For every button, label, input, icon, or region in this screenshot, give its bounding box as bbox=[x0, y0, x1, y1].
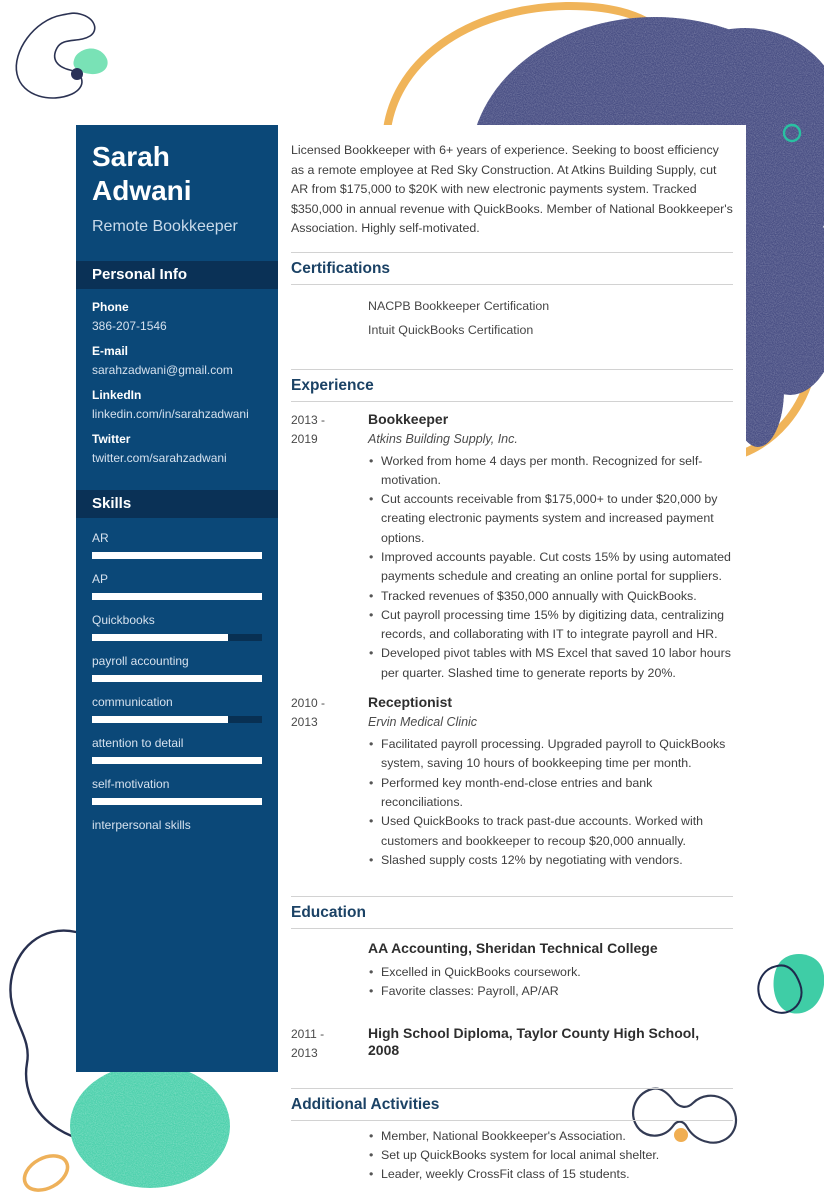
bullet-item: • Used QuickBooks to track past-due accounts. Worked with customers and bookkeeper to recoup $20,000 annually. bbox=[368, 812, 733, 851]
bullet-item: • Worked from home 4 days per month. Recognized for self-motivation. bbox=[368, 452, 733, 491]
skill-bar bbox=[92, 716, 262, 723]
contact-label: Phone bbox=[92, 300, 129, 314]
bullet-item: • Cut payroll processing time 15% by digitizing data, centralizing records, and collaborating with IT to integrate payroll and HR. bbox=[368, 606, 733, 645]
experience-entry-bookkeeper bbox=[291, 411, 733, 684]
personal-info-heading: Personal Info bbox=[76, 261, 278, 289]
bullet-item: • Improved accounts payable. Cut costs 15% by using automated payments schedule and creating an online portal for suppliers. bbox=[368, 548, 733, 587]
education-title: AA Accounting, Sheridan Technical College bbox=[368, 940, 658, 957]
section-heading-experience: Experience bbox=[291, 369, 733, 402]
job-company: Atkins Building Supply, Inc. bbox=[368, 431, 518, 446]
contact-email bbox=[92, 344, 262, 377]
section-heading-activities: Additional Activities bbox=[291, 1088, 733, 1121]
activities-list bbox=[368, 1127, 733, 1199]
candidate-first-name: Sarah bbox=[92, 141, 170, 172]
skill-item bbox=[92, 695, 262, 723]
skill-label: attention to detail bbox=[92, 736, 184, 750]
skill-label: self-motivation bbox=[92, 777, 170, 791]
bullet-item: • Favorite classes: Payroll, AP/AR bbox=[368, 982, 733, 1001]
contact-value: linkedin.com/in/sarahzadwani bbox=[92, 407, 249, 421]
contact-phone bbox=[92, 300, 262, 333]
skill-bar bbox=[92, 634, 262, 641]
job-company: Ervin Medical Clinic bbox=[368, 715, 478, 730]
skill-item bbox=[92, 736, 262, 764]
job-body bbox=[368, 411, 733, 684]
skill-item bbox=[92, 572, 262, 600]
experience-entry-receptionist bbox=[291, 694, 733, 870]
skill-bar bbox=[92, 675, 262, 682]
contact-label: LinkedIn bbox=[92, 388, 142, 402]
summary-paragraph: Licensed Bookkeeper with 6+ years of experience. Seeking to boost efficiency as a remote employee at Red Sky Construction. At Atkins Building Supply, cut AR from $175,000 to $20K with new electronic payments system. Tracked $350,000 in annual revenue with QuickBooks. Member of National Bookkeeper's Association. Highly self-motivated. bbox=[291, 143, 733, 235]
education-body bbox=[368, 940, 733, 1002]
section-heading-education: Education bbox=[291, 896, 733, 929]
skill-item bbox=[92, 654, 262, 682]
spacer bbox=[291, 870, 733, 883]
section-heading-certifications: Certifications bbox=[291, 252, 733, 285]
contact-label: Twitter bbox=[92, 432, 131, 446]
education-dates bbox=[291, 1025, 368, 1063]
education-title: High School Diploma, Taylor County High School, 2008 bbox=[368, 1024, 700, 1058]
certification-item: Intuit QuickBooks Certification bbox=[368, 322, 534, 337]
job-date-from: 2013 - bbox=[291, 412, 326, 427]
main-content bbox=[278, 125, 746, 1199]
resume-page bbox=[76, 125, 746, 1182]
skill-bar bbox=[92, 552, 262, 559]
candidate-name bbox=[92, 140, 262, 208]
contact-value: twitter.com/sarahzadwani bbox=[92, 451, 227, 465]
skill-label: AR bbox=[92, 531, 109, 545]
contact-twitter bbox=[92, 432, 262, 465]
education-bullet-list bbox=[368, 963, 733, 1002]
skill-item bbox=[92, 818, 262, 832]
skill-label: communication bbox=[92, 695, 173, 709]
contact-value: 386-207-1546 bbox=[92, 319, 167, 333]
candidate-role: Remote Bookkeeper bbox=[92, 218, 238, 235]
certification-item: NACPB Bookkeeper Certification bbox=[368, 298, 550, 313]
sidebar bbox=[76, 125, 278, 1072]
decor-navy-dot bbox=[71, 68, 83, 80]
education-body bbox=[368, 1025, 733, 1063]
job-bullet-list bbox=[368, 735, 733, 870]
bullet-item: • Cut accounts receivable from $175,000+ to under $20,000 by creating electronic payments system and increased payment options. bbox=[368, 490, 733, 548]
job-title: Receptionist bbox=[368, 694, 453, 711]
education-dates bbox=[291, 940, 368, 1002]
bullet-item: • Member, National Bookkeeper's Association. bbox=[368, 1127, 733, 1146]
decor-yellow-oval bbox=[19, 1149, 74, 1197]
contact-linkedin bbox=[92, 388, 262, 421]
bullet-item: • Excelled in QuickBooks coursework. bbox=[368, 963, 733, 982]
bullet-item: • Tracked revenues of $350,000 annually with QuickBooks. bbox=[368, 587, 733, 606]
decor-teal-blob-large-texture bbox=[70, 1064, 230, 1188]
education-entry-highschool bbox=[291, 1025, 733, 1075]
job-body bbox=[368, 694, 733, 870]
education-entry-college bbox=[291, 940, 733, 1014]
education-date-to: 2013 bbox=[291, 1045, 318, 1060]
skill-item bbox=[92, 613, 262, 641]
contact-label: E-mail bbox=[92, 344, 129, 358]
skill-item bbox=[92, 531, 262, 559]
job-bullet-list bbox=[368, 452, 733, 684]
certifications-list bbox=[291, 285, 733, 356]
skills-heading: Skills bbox=[76, 490, 278, 518]
skill-bar bbox=[92, 593, 262, 600]
skill-bar bbox=[92, 798, 262, 805]
bullet-item: • Set up QuickBooks system for local animal shelter. bbox=[368, 1146, 733, 1165]
skill-label: AP bbox=[92, 572, 109, 586]
job-title: Bookkeeper bbox=[368, 410, 449, 427]
education-date-from: 2011 - bbox=[291, 1026, 325, 1041]
bullet-item: • Slashed supply costs 12% by negotiating with vendors. bbox=[368, 851, 733, 870]
skill-label: Quickbooks bbox=[92, 613, 155, 627]
skill-label: payroll accounting bbox=[92, 654, 189, 668]
job-date-from: 2010 - bbox=[291, 696, 326, 711]
skill-label: interpersonal skills bbox=[92, 818, 191, 832]
contact-value: sarahzadwani@gmail.com bbox=[92, 363, 233, 377]
candidate-last-name: Adwani bbox=[92, 175, 192, 206]
job-date-to: 2013 bbox=[291, 715, 318, 730]
job-dates bbox=[291, 411, 368, 684]
job-date-to: 2019 bbox=[291, 431, 318, 446]
bullet-item: • Facilitated payroll processing. Upgraded payroll to QuickBooks system, saving 10 hours of bookkeeping time per month. bbox=[368, 735, 733, 774]
skill-bar bbox=[92, 757, 262, 764]
bullet-item: • Leader, weekly CrossFit class of 15 students. bbox=[368, 1165, 733, 1184]
job-dates bbox=[291, 694, 368, 870]
bullet-item: • Developed pivot tables with MS Excel that saved 10 labor hours per quarter. Slashed time to generate reports by 20%. bbox=[368, 644, 733, 683]
skill-item bbox=[92, 777, 262, 805]
bullet-item: • Performed key month-end-close entries and bank reconciliations. bbox=[368, 774, 733, 813]
